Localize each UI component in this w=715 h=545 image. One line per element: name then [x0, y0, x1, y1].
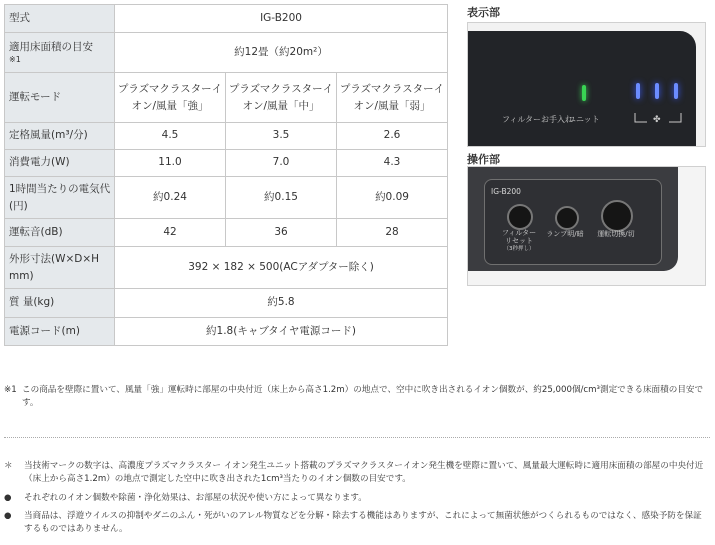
weight-label: 質 量(kg) [5, 289, 115, 318]
control-section-title: 操作部 [467, 153, 500, 166]
filter-reset-button[interactable] [507, 204, 533, 230]
lamp-brightness-label: ランプ明/暗 [546, 230, 584, 238]
cost-medium: 約0.15 [226, 177, 337, 219]
note-text: 当技術マークの数字は、高濃度プラズマクラスター イオン発生ユニット搭載のプラズマクラスターイオン発生機を壁際に置いて、風量最大運転時に適用床面積の部屋の中央付近（床上から高さ1.2m）の地点で測定した空中に吹き出された1cm³当たりのイオン個数の目安です。 [24, 461, 704, 485]
row-cost [5, 177, 448, 219]
row-cord [5, 318, 448, 346]
row-power [5, 150, 448, 177]
filter-indicator-label: フィルターお手入れ [502, 115, 574, 124]
area-value: 約12畳（約20m²） [115, 33, 448, 73]
airflow-strong: 4.5 [115, 123, 226, 150]
mode-weak: プラズマクラスターイオン/風量「弱」 [337, 73, 448, 123]
display-panel-photo [467, 22, 706, 147]
noise-strong: 42 [115, 219, 226, 247]
cost-strong: 約0.24 [115, 177, 226, 219]
area-label-cell [5, 33, 115, 73]
filter-reset-label: フィルター リセット （3秒押し） [501, 229, 537, 252]
level-led-icon [655, 83, 659, 99]
row-noise [5, 219, 448, 247]
bullet-icon: ● [4, 511, 12, 521]
cord-value: 約1.8(キャブタイヤ電源コード) [115, 318, 448, 346]
power-weak: 4.3 [337, 150, 448, 177]
control-panel-photo [467, 166, 706, 286]
section-divider [4, 437, 710, 438]
model-label: 型式 [5, 5, 115, 33]
bullet-icon: ● [4, 493, 12, 503]
airflow-label: 定格風量(m³/分) [5, 123, 115, 150]
noise-medium: 36 [226, 219, 337, 247]
row-area [5, 33, 448, 73]
cost-label: 1時間当たりの電気代(円) [5, 177, 115, 219]
power-label: 消費電力(W) [5, 150, 115, 177]
lamp-brightness-button[interactable] [555, 206, 579, 230]
model-value: IG-B200 [115, 5, 448, 33]
svg-text:✤: ✤ [653, 115, 661, 125]
note-item [4, 460, 710, 488]
unit-led-icon [582, 85, 586, 101]
asterisk-icon: ＊ [4, 461, 13, 471]
airflow-weak: 2.6 [337, 123, 448, 150]
power-strong: 11.0 [115, 150, 226, 177]
display-panel [468, 31, 696, 147]
cost-weak: 約0.09 [337, 177, 448, 219]
row-size [5, 247, 448, 289]
footnote-text: この商品を壁際に置いて、風量「強」運転時に部屋の中央付近（床上から高さ1.2m）の地点で、空中に吹き出されるイオン個数が、約25,000個/cm³測定できる床面積の目安です。 [22, 385, 704, 409]
level-led-icon [674, 83, 678, 99]
area-note: ※1 [9, 54, 21, 64]
bracket-icon [633, 111, 683, 125]
row-mode [5, 73, 448, 123]
mode-switch-button[interactable] [601, 200, 633, 232]
mode-medium: プラズマクラスターイオン/風量「中」 [226, 73, 337, 123]
row-weight [5, 289, 448, 318]
row-airflow [5, 123, 448, 150]
airflow-medium: 3.5 [226, 123, 337, 150]
spec-table [4, 4, 448, 346]
control-panel-inner [484, 179, 662, 265]
level-led-icon [636, 83, 640, 99]
note-item [4, 492, 710, 506]
weight-value: 約5.8 [115, 289, 448, 318]
control-panel [468, 167, 678, 271]
unit-indicator-label: ユニット [568, 115, 600, 124]
note-text: それぞれのイオン個数や除菌・浄化効果は、お部屋の状況や使い方によって異なります。 [24, 493, 367, 503]
mode-label: 運転モード [5, 73, 115, 123]
note-text: 当商品は、浮遊ウイルスの抑制やダニのふん・死がいのアレル物質などを分解・除去する機能はありますが、これによって無菌状態がつくられるものではなく、感染予防を保証するものではありません。 [24, 511, 702, 535]
size-value: 392 × 182 × 500(ACアダプター除く) [115, 247, 448, 289]
row-model [5, 5, 448, 33]
cord-label: 電源コード(m) [5, 318, 115, 346]
note-item [4, 510, 710, 538]
control-model-label: IG-B200 [491, 187, 521, 196]
power-medium: 7.0 [226, 150, 337, 177]
mode-switch-label: 運転切換/切 [597, 230, 635, 238]
noise-weak: 28 [337, 219, 448, 247]
size-label: 外形寸法(W×D×H mm) [5, 247, 115, 289]
mode-strong: プラズマクラスターイオン/風量「強」 [115, 73, 226, 123]
noise-label: 運転音(dB) [5, 219, 115, 247]
area-label: 適用床面積の目安 [9, 41, 93, 54]
footnote-mark: ※1 [4, 385, 17, 395]
display-section-title: 表示部 [467, 6, 500, 19]
